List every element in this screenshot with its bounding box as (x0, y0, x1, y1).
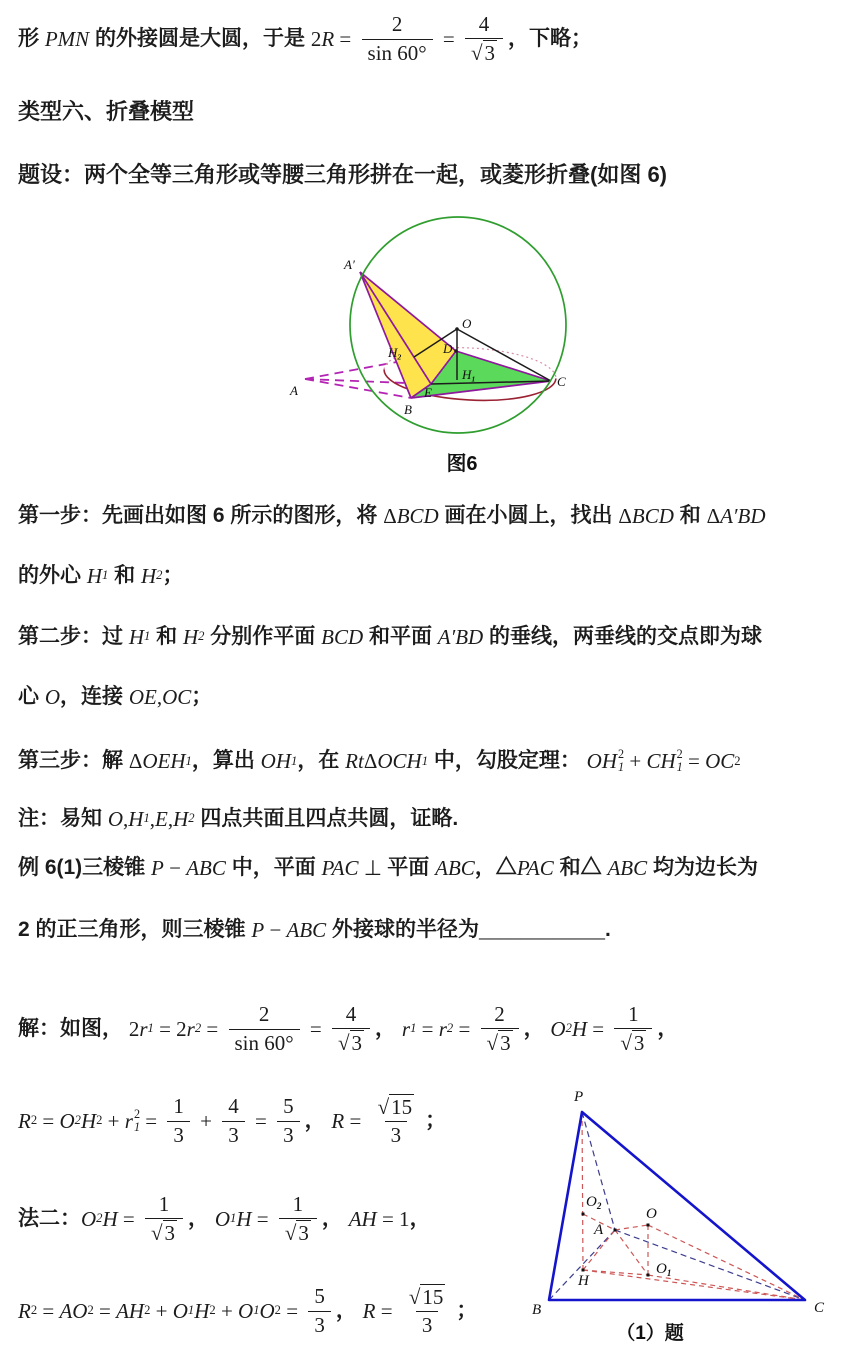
vertex-label: $O_2$ (586, 1194, 602, 1212)
dashed-line-a-c (615, 1230, 805, 1300)
example-line2: 2 的正三角形，则三棱锥 P − ABC 外接球的半径为 ____________ . (18, 918, 611, 942)
dashed-line-h-o1 (583, 1270, 648, 1275)
vertex-label: $H_2$ (388, 345, 402, 362)
dashed-line-a-o (615, 1225, 648, 1230)
step1-line1: 第一步： 先画出如图 6 所示的图形，将 Δ BCD 画在小圆上，找出 Δ BCD 和 Δ A′BD (18, 504, 766, 528)
figure-1-caption: （1）题 (616, 1323, 684, 1344)
vertex-label: A′ (344, 257, 355, 272)
dashed-line-a-o1 (615, 1230, 648, 1275)
vertex-label: C (814, 1300, 825, 1316)
point-o (455, 327, 459, 331)
vertex-label: E (424, 385, 432, 400)
figure-6-fold-model-diagram (252, 196, 672, 444)
vertex-label: D (443, 341, 453, 356)
vertex-label: H (578, 1273, 589, 1289)
vertex-label: B (532, 1302, 542, 1318)
step1-line2: 的外心 H 1 和 H 2 ； (18, 564, 184, 588)
method2-line2: R 2 = AO 2 = AH 2 + O 1 H 2 + O 1 O 2 = $\frac{5}{3}$ ， R = √ 15 3 ； (18, 1284, 478, 1337)
figure-example-1-diagram (530, 1082, 860, 1351)
vertex-label: C (557, 374, 566, 389)
vertex-label: O (646, 1206, 657, 1222)
step2-line2: 心 O ，连接 OE , OC ； (18, 685, 213, 709)
point-d (454, 349, 458, 353)
point-o (647, 1224, 650, 1227)
dashed-line-o-c (648, 1225, 805, 1300)
note-line: 注： 易知 O , H 1 , E , H 2 四点共面且四点共圆，证略. (18, 807, 459, 831)
point-o2 (582, 1213, 585, 1216)
step2-line1: 第二步： 过 H 1 和 H 2 分别作平面 BCD 和平面 A′BD 的垂线，两垂线的交点即为球 (18, 625, 763, 649)
dashed-line-p-h (582, 1112, 583, 1270)
dashed-line-p-a (582, 1112, 615, 1230)
vertex-label: A (594, 1222, 604, 1238)
vertex-label: $H_1$ (462, 367, 476, 384)
vertex-label: $O_1$ (656, 1261, 672, 1279)
figure-1-canvas (530, 1082, 860, 1351)
section-heading: 类型六、折叠模型 (18, 99, 195, 124)
vertex-label: B (404, 402, 412, 417)
point-h (582, 1269, 585, 1272)
solution-line2: R 2 = O 2 H 2 + r 2 1 = $\frac{1}{3}$ + $\frac{4}{3}$ = $\frac{5}{3}$ ， R = √ 15 3 ； (18, 1094, 447, 1147)
point-a (614, 1229, 617, 1232)
vertex-label: A (290, 383, 298, 398)
point-o1 (647, 1274, 650, 1277)
vertex-label: P (574, 1089, 584, 1105)
intro-line: 形 PMN 的外接圆是大圆，于是 2 R = $\frac{2}{\sin 60^\circ}$ = 4 √ 3 ，下略； (18, 11, 593, 65)
method2-line1: 法二： O 2 H = 1 √ 3 ， O 1 H = 1 √ 3 ， AH = 1 ， (18, 1191, 431, 1245)
step3-line: 第三步： 解 Δ OEH 1 ，算出 OH 1 ，在 Rt Δ OCH 1 中，勾股定理： OH 2 1 + CH 2 1 = OC 2 (18, 747, 741, 775)
solution-line1: 解： 如图， 2 r 1 = 2 r 2 = $\frac{2}{\sin 60^\circ}$ = 4 √ 3 ， r 1 = r 2 = 2 √ 3 ， O 2 H = 1 √ 3 ， (18, 1001, 679, 1055)
dashed-line-h-c (583, 1270, 805, 1300)
point-markers (582, 1213, 650, 1277)
premise-line: 题设：两个全等三角形或等腰三角形拼在一起，或菱形折叠(如图 6) (18, 162, 668, 187)
figure-6-caption: 图6 (446, 453, 478, 475)
example-line1: 例 6(1)三棱锥 P − ABC 中，平面 PAC ⊥ 平面 ABC ，△ PAC 和△ ABC 均为边长为 (18, 856, 758, 880)
vertex-label: O (462, 316, 472, 331)
